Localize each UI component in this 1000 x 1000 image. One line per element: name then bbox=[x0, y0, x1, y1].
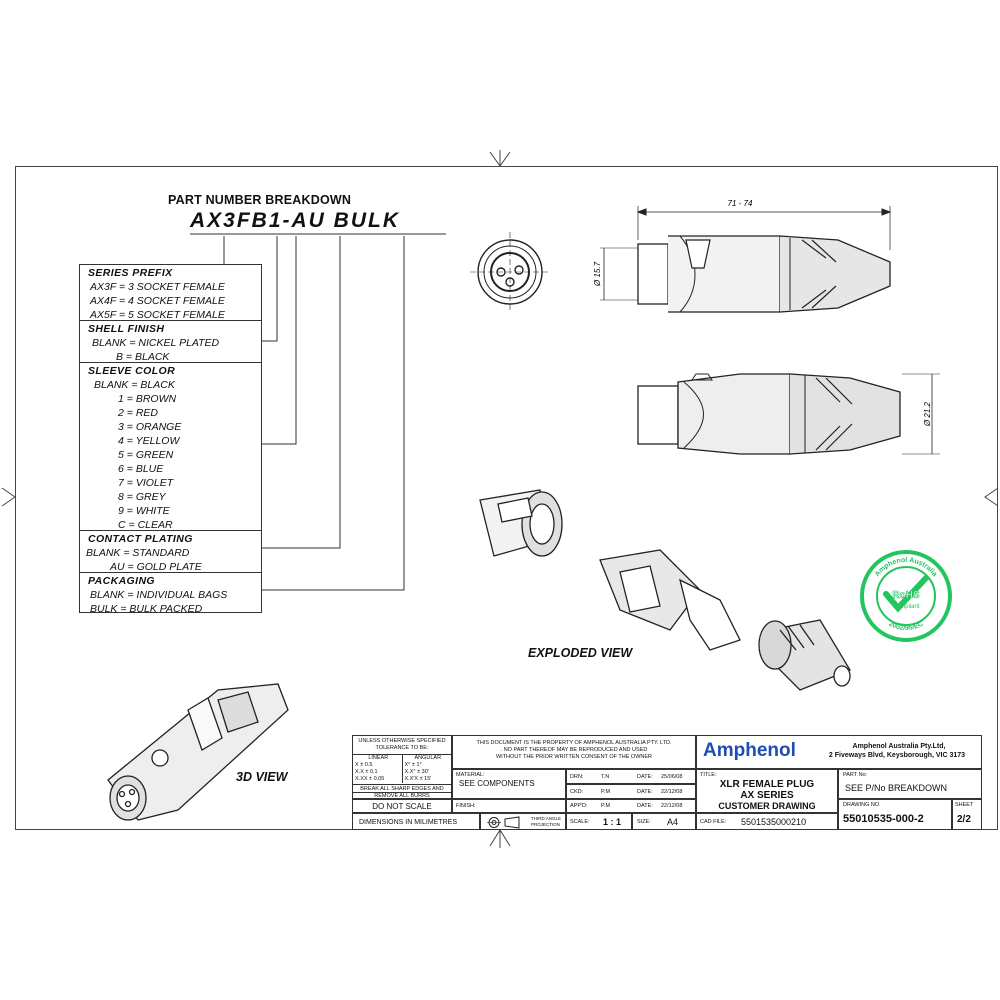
rohs-ring-top: Amphenol Australia bbox=[873, 556, 939, 579]
projection-box bbox=[480, 813, 566, 830]
finish-label: FINISH: bbox=[456, 803, 476, 809]
drawing-no-value: 55010535-000-2 bbox=[843, 813, 924, 825]
3d-view-drawing bbox=[98, 670, 298, 830]
finish-box bbox=[452, 799, 566, 813]
list-item: AU = GOLD PLATE bbox=[110, 561, 202, 573]
approved-by: P.M bbox=[601, 803, 611, 809]
projection-symbol-icon bbox=[487, 816, 523, 829]
edges-note: BREAK ALL SHARP EDGES AND REMOVE ALL BURRS bbox=[352, 784, 452, 799]
front-end-view bbox=[470, 232, 550, 312]
scale-label: SCALE: bbox=[570, 819, 590, 825]
list-item: AX3F = 3 SOCKET FEMALE bbox=[90, 281, 225, 293]
scale-box bbox=[566, 813, 632, 830]
size-box bbox=[632, 813, 696, 830]
rohs-ring-bottom: 2002/95/EC bbox=[887, 620, 925, 633]
breakdown-title: PART NUMBER BREAKDOWN bbox=[168, 193, 352, 207]
side-view-bottom bbox=[620, 364, 940, 464]
company-name: Amphenol Australia Pty.Ltd, bbox=[852, 743, 946, 750]
size-label: SIZE: bbox=[637, 819, 651, 825]
list-item: 4 = YELLOW bbox=[118, 435, 180, 447]
material-label: MATERIAL: bbox=[456, 772, 485, 778]
part-no-value: SEE P/No BREAKDOWN bbox=[845, 783, 948, 793]
list-item: BLANK = BLACK bbox=[94, 379, 175, 391]
approved-date: 22/12/08 bbox=[661, 803, 683, 809]
front-diameter-dimension: Ø 15.7 bbox=[593, 261, 602, 287]
svg-text:2002/95/EC bbox=[887, 620, 924, 632]
drawn-by: T.N bbox=[601, 774, 610, 780]
linear-tol-3: X.XX ± 0.05 bbox=[355, 776, 385, 782]
side-view-top bbox=[590, 200, 900, 320]
approved-label: APP'D: bbox=[570, 803, 588, 809]
list-item: B = BLACK bbox=[116, 351, 170, 363]
cad-file-value: 5501535000210 bbox=[741, 817, 807, 827]
rohs-compliance-stamp bbox=[858, 548, 954, 644]
part-number-code: AX3FB1-AU BULK bbox=[190, 209, 401, 232]
list-item: 7 = VIOLET bbox=[118, 477, 174, 489]
checked-date-label: DATE: bbox=[637, 789, 653, 795]
material-box bbox=[452, 769, 566, 799]
list-item: BLANK = INDIVIDUAL BAGS bbox=[90, 589, 228, 601]
list-item: 3 = ORANGE bbox=[118, 421, 182, 433]
angular-tol-2: X.X° ± 30' bbox=[404, 769, 429, 775]
linear-tol-2: X.X ± 0.1 bbox=[355, 769, 378, 775]
title-box bbox=[696, 769, 838, 813]
size-value: A4 bbox=[667, 817, 679, 827]
sheet-label: SHEET bbox=[955, 802, 974, 808]
scale-value: 1 : 1 bbox=[603, 817, 622, 827]
checked-label: CKD: bbox=[570, 789, 584, 795]
list-item: 8 = GREY bbox=[118, 491, 166, 503]
property-line-3: WITHOUT THE PRIOR WRITTEN CONSENT OF THE OWNER bbox=[495, 754, 653, 760]
rohs-center-text: RoHS bbox=[892, 590, 920, 601]
tolerance-heading: UNLESS OTHERWISE SPECIFIED TOLERANCE TO BE: bbox=[358, 738, 446, 751]
list-item: 6 = BLUE bbox=[118, 463, 164, 475]
part-no-box bbox=[838, 769, 982, 799]
approved-date-label: DATE: bbox=[637, 803, 653, 809]
title-line-1: XLR FEMALE PLUG bbox=[719, 779, 815, 790]
checked-row bbox=[566, 784, 696, 799]
dimensions-units: DIMENSIONS IN MILIMETRES bbox=[352, 813, 480, 830]
drawn-row bbox=[566, 769, 696, 784]
section-heading: SLEEVE COLOR bbox=[88, 365, 176, 377]
title-line-3: CUSTOMER DRAWING bbox=[718, 801, 816, 811]
sheet-value: 2/2 bbox=[957, 814, 971, 825]
body-diameter-dimension: Ø 21.2 bbox=[923, 401, 932, 427]
amphenol-logo: Amphenol bbox=[703, 740, 796, 761]
exploded-view-label: EXPLODED VIEW bbox=[528, 646, 633, 660]
section-heading: CONTACT PLATING bbox=[88, 533, 193, 545]
property-line-2: . NO PART THEREOF MAY BE REPRODUCED AND USED bbox=[500, 747, 648, 753]
title-line-2: AX SERIES bbox=[740, 790, 794, 801]
cad-file-box bbox=[696, 813, 838, 830]
angular-heading: ANGULAR bbox=[414, 755, 442, 761]
list-item: AX4F = 4 SOCKET FEMALE bbox=[90, 295, 225, 307]
angular-column bbox=[403, 755, 452, 783]
drawing-no-box bbox=[838, 799, 952, 830]
material-value: SEE COMPONENTS bbox=[459, 779, 535, 788]
rohs-sub-text: Compliant bbox=[892, 604, 920, 610]
drawn-date-label: DATE: bbox=[637, 774, 653, 780]
approved-row bbox=[566, 799, 696, 813]
property-notice bbox=[452, 735, 696, 769]
projection-label: THIRD ANGLE PROJECTION bbox=[531, 816, 562, 827]
tolerance-columns bbox=[353, 754, 451, 783]
sheet-box bbox=[952, 799, 982, 830]
list-item: C = CLEAR bbox=[118, 519, 173, 531]
section-heading: SERIES PREFIX bbox=[88, 267, 173, 279]
part-no-label: PART No: bbox=[843, 772, 868, 778]
checked-by: P.M bbox=[601, 789, 611, 795]
property-line-1: THIS DOCUMENT IS THE PROPERTY OF AMPHENOL AUSTRALIA PTY. LTD. bbox=[476, 740, 672, 746]
cad-file-label: CAD FILE: bbox=[700, 819, 727, 825]
length-dimension: 71 - 74 bbox=[727, 200, 753, 208]
list-item: 1 = BROWN bbox=[118, 393, 177, 405]
list-item: BLANK = STANDARD bbox=[86, 547, 190, 559]
company-box bbox=[696, 735, 982, 769]
section-heading: SHELL FINISH bbox=[88, 323, 165, 335]
title-label: TITLE: bbox=[700, 772, 717, 778]
checked-date: 22/12/08 bbox=[661, 789, 683, 795]
list-item: AX5F = 5 SOCKET FEMALE bbox=[90, 309, 225, 321]
exploded-view-drawing bbox=[470, 480, 870, 700]
list-item: 5 = GREEN bbox=[118, 449, 174, 461]
list-item: 9 = WHITE bbox=[118, 505, 170, 517]
do-not-scale: DO NOT SCALE bbox=[352, 799, 452, 813]
3d-view-label: 3D VIEW bbox=[236, 770, 288, 784]
list-item: BULK = BULK PACKED bbox=[90, 603, 203, 615]
angular-tol-3: X.X'X ± 15' bbox=[404, 776, 432, 782]
list-item: BLANK = NICKEL PLATED bbox=[92, 337, 220, 349]
drawing-no-label: DRAWING NO. bbox=[843, 802, 881, 808]
linear-heading: LINEAR bbox=[368, 755, 389, 761]
list-item: 2 = RED bbox=[118, 407, 158, 419]
section-heading: PACKAGING bbox=[88, 575, 155, 587]
linear-tol-1: X ± 0.5 bbox=[355, 762, 373, 768]
linear-column bbox=[353, 755, 403, 783]
drawn-date: 25/06/08 bbox=[661, 774, 683, 780]
company-address: 2 Fiveways Blvd, Keysborough, VIC 3173 bbox=[828, 752, 966, 759]
angular-tol-1: X° ± 1° bbox=[404, 762, 422, 768]
drawn-label: DRN: bbox=[570, 774, 584, 780]
